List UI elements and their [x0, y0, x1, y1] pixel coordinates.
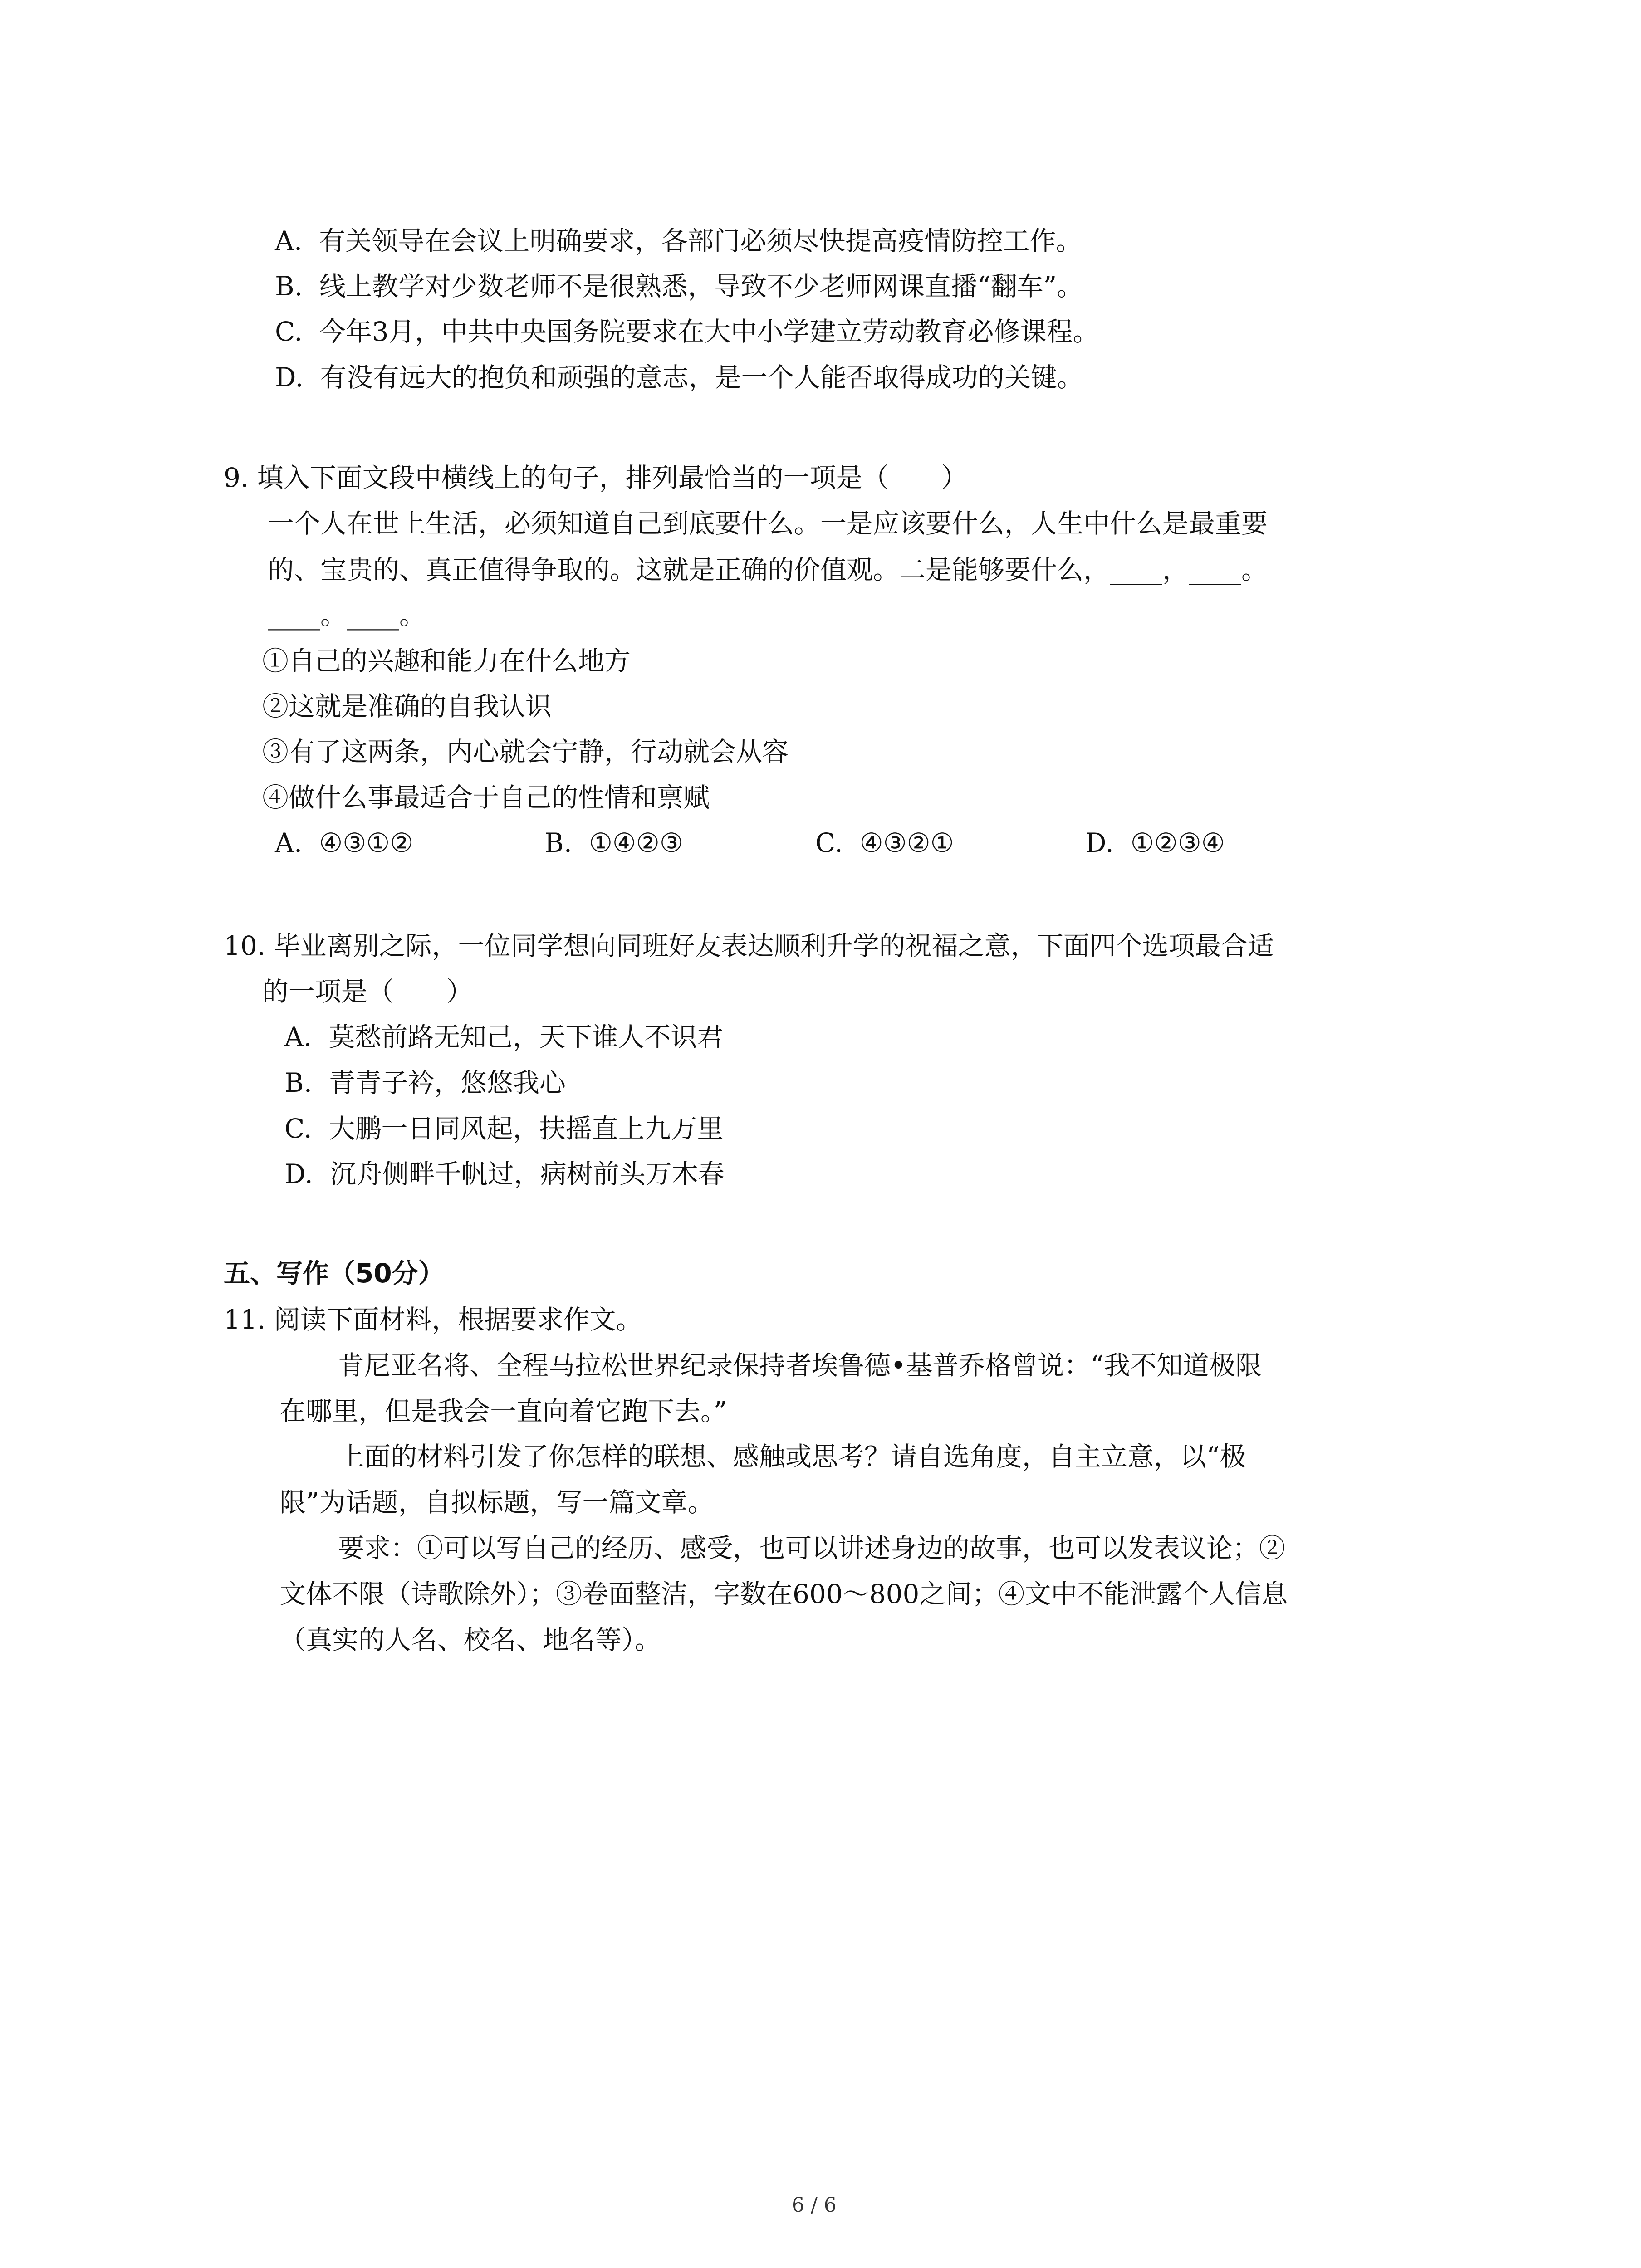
option-text: 莫愁前路无知己，天下谁人不识君 [328, 1022, 724, 1052]
choice-letter: B. [544, 827, 573, 858]
option-letter: D. [284, 1158, 313, 1189]
option-letter: C. [284, 1113, 312, 1144]
option-text: 沉舟侧畔千帆过，病树前头万木春 [329, 1158, 725, 1189]
q11-paragraph-line: 肯尼亚名将、全程马拉松世界纪录保持者埃鲁德•基普乔格曾说：“我不知道极限 [338, 1350, 1262, 1381]
q8-option-c [275, 318, 1099, 345]
choice-letter: A. [275, 827, 303, 858]
q9-passage-line: 一个人在世上生活，必须知道自己到底要什么。一是应该要什么，人生中什么是最重要 [268, 508, 1268, 539]
q10-stem-line2: 的一项是（ ） [262, 976, 473, 1007]
q9-item-2: ②这就是准确的自我认识 [262, 691, 552, 722]
choice-text: ①②③④ [1130, 827, 1225, 858]
option-text: 有没有远大的抱负和顽强的意志，是一个人能否取得成功的关键。 [320, 362, 1083, 393]
q10-stem-line1: 10. 毕业离别之际，一位同学想向同班好友表达顺利升学的祝福之意，下面四个选项最合适 [224, 930, 1274, 961]
q9-passage-line: ____。____。 [268, 600, 426, 631]
choice-text: ①④②③ [588, 827, 683, 858]
q9-passage-line: 的、宝贵的、真正值得争取的。这就是正确的价值观。二是能够要什么，____，____。 [268, 554, 1268, 585]
option-text: 青青子衿，悠悠我心 [328, 1067, 566, 1098]
choice-letter: D. [1085, 827, 1114, 858]
choice-text: ④③①② [319, 827, 414, 858]
q11-paragraph-line: 文体不限（诗歌除外）；③卷面整洁，字数在600～800之间；④文中不能泄露个人信息 [279, 1579, 1288, 1609]
q11-paragraph-line: 在哪里，但是我会一直向着它跑下去。” [279, 1396, 727, 1427]
q9-choice-d [1085, 827, 1225, 858]
option-letter: B. [275, 271, 303, 302]
q9-choice-a [275, 827, 414, 858]
q8-option-d [275, 364, 1083, 391]
q9-item-3: ③有了这两条，内心就会宁静，行动就会从容 [262, 736, 789, 767]
section-header: 五、写作（50分） [224, 1258, 445, 1289]
q9-choice-c [815, 827, 954, 858]
option-letter: B. [284, 1067, 313, 1098]
q8-option-a [275, 225, 1083, 256]
q10-option-a [284, 1024, 723, 1050]
option-text: 有关领导在会议上明确要求，各部门必须尽快提高疫情防控工作。 [319, 225, 1083, 256]
q8-option-b [275, 271, 1083, 302]
option-letter: C. [275, 316, 303, 347]
page-number: 6 / 6 [792, 2194, 837, 2217]
option-letter: D. [275, 362, 304, 393]
option-text: 今年3月，中共中央国务院要求在大中小学建立劳动教育必修课程。 [319, 316, 1099, 347]
q9-item-4: ④做什么事最适合于自己的性情和禀赋 [262, 782, 710, 813]
q9-stem: 9. 填入下面文段中横线上的句子，排列最恰当的一项是（ ） [224, 462, 968, 493]
q9-choice-b [544, 827, 683, 858]
q11-paragraph-line: （真实的人名、校名、地名等）。 [279, 1624, 661, 1655]
choice-letter: C. [815, 827, 843, 858]
q11-paragraph-line: 上面的材料引发了你怎样的联想、感触或思考？请自选角度，自主立意，以“极 [338, 1441, 1246, 1472]
q9-item-1: ①自己的兴趣和能力在什么地方 [262, 645, 631, 676]
option-text: 大鹏一日同风起，扶摇直上九万里 [328, 1113, 724, 1144]
q10-option-c [284, 1115, 724, 1142]
q10-option-b [284, 1067, 566, 1098]
option-text: 线上教学对少数老师不是很熟悉，导致不少老师网课直播“翻车”。 [319, 271, 1083, 302]
q11-stem: 11. 阅读下面材料，根据要求作文。 [224, 1304, 642, 1335]
q10-option-d [284, 1158, 725, 1189]
q11-paragraph-line: 要求：①可以写自己的经历、感受，也可以讲述身边的故事，也可以发表议论；② [338, 1533, 1286, 1564]
q11-paragraph-line: 限”为话题，自拟标题，写一篇文章。 [279, 1487, 714, 1518]
choice-text: ④③②① [859, 827, 954, 858]
option-letter: A. [284, 1022, 312, 1052]
option-letter: A. [275, 225, 303, 256]
